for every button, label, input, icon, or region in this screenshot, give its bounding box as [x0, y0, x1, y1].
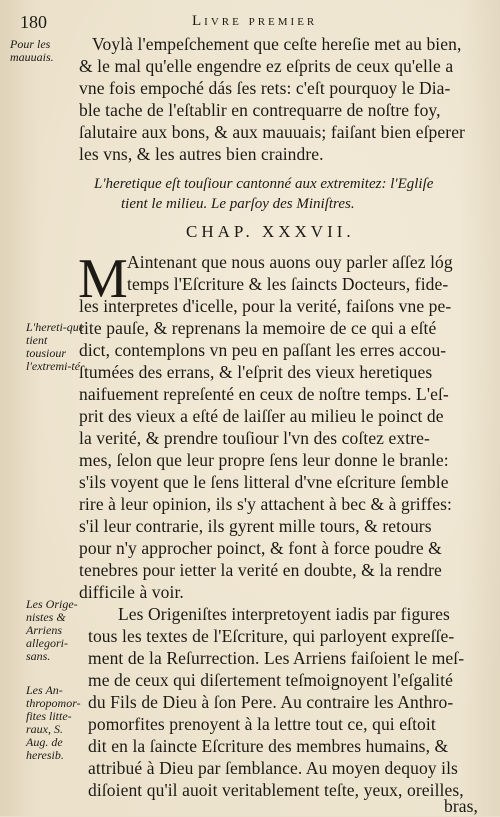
text-line: ſtumées des errans, & l'eſprit des vieux heretiques [79, 362, 433, 382]
running-head: Livre premier [192, 13, 318, 29]
text-line: diſoient qu'il auoit veritablement teſte, yeux, oreilles, [88, 780, 464, 800]
text-line: rire à leur opinion, ils s'y attachent à bec & à griffes: [79, 494, 452, 514]
text-line: ble tache de l'eſtablir en contrequarre de noſtre foy, [79, 100, 441, 120]
text-line: les interpretes d'icelle, pour la verité, faiſons vne pe- [79, 296, 452, 316]
text-line: dict, contemplons vn peu en paſſant les erres accou- [79, 340, 447, 360]
text-line: dit en la ſaincte Eſcriture des membres humains, & [88, 736, 449, 756]
text-line: ment de la Reſurrection. Les Arriens faiſoient le meſ- [88, 648, 465, 668]
text-line: les vns, & les autres bien craindre. [79, 144, 324, 164]
page-number: 180 [20, 12, 47, 32]
text-line: s'il leur contrarie, ils gyrent mille tours, & retours [79, 516, 432, 536]
catchword: bras, [444, 796, 479, 816]
text-line: me de ceux qui diſertement teſmoignoyent l'eſgalité [88, 670, 453, 690]
text-line: du Fils de Dieu à ſon Pere. Au contraire les Anthro- [88, 692, 454, 712]
text-line: attribué à Dieu par ſemblance. Au moyen dequoy ils [88, 758, 458, 778]
text-line: prit des vieux a eſté de laiſſer au milieu le poinct de [79, 406, 444, 426]
text-line: Voylà l'empeſchement que ceſte hereſie met au bien, [92, 34, 462, 54]
text-line: difficile à voir. [79, 582, 184, 602]
text-line: pour n'y approcher poinct, & font à force poudre & [79, 538, 442, 558]
chapter-title: CHAP. XXXVII. [186, 222, 355, 241]
text-line: tite pauſe, & reprenans la memoire de ce qui a eſté [79, 318, 437, 338]
marginal-note: Pour les mauuais. [10, 37, 54, 64]
text-line: tenebres pour ietter la verité en doubte, & la rendre [79, 560, 442, 580]
chapter-summary: L'heretique eſt touſiour cantonné aux extremitez: l'Egliſe [94, 176, 434, 192]
text-line: vne fois empoché dás ſes rets: c'eſt pourquoy le Dia- [79, 78, 451, 98]
text-line: mes, ſelon que leur propre ſens leur donne le branle: [79, 450, 449, 470]
text-line: Les Origeniſtes interpretoyent iadis par figures [118, 604, 450, 624]
text-line: & le mal qu'elle engendre ez eſprits de ceux qu'elle a [79, 56, 454, 76]
text-line: la verité, & prendre touſiour l'vn des coſtez extre- [79, 428, 430, 448]
text-line: pomorfites prenoyent à la lettre tout ce, qui eſtoit [88, 714, 436, 734]
marginal-note: L'hereti-que tient tousiour l'extremi-té. [26, 320, 85, 373]
text-line: tous les textes de l'Eſcriture, qui parloyent expreſſe- [88, 626, 455, 646]
marginal-note: Les An-thropomor-fites litte-raux, S. Aug. de heresib. [26, 683, 81, 762]
text-line: Aintenant que nous auons ouy parler aſſez lóg [127, 252, 453, 272]
chapter-summary: tient le milieu. Le parſoy des Miniſtres. [121, 196, 355, 212]
marginal-note: Les Orige-nistes & Arriens allegori-sans. [26, 597, 78, 663]
text-line: temps l'Eſcriture & les ſaincts Docteurs, fide- [127, 274, 449, 294]
text-line: naifuement repreſenté en ceux de noſtre temps. L'eſ- [79, 384, 449, 404]
text-line: s'ils voyent que le ſens litteral d'vne eſcriture ſemble [79, 472, 449, 492]
drop-cap: M [78, 248, 128, 310]
text-line: ſalutaire aux bons, & aux mauuais; faiſant bien eſperer [79, 122, 465, 142]
